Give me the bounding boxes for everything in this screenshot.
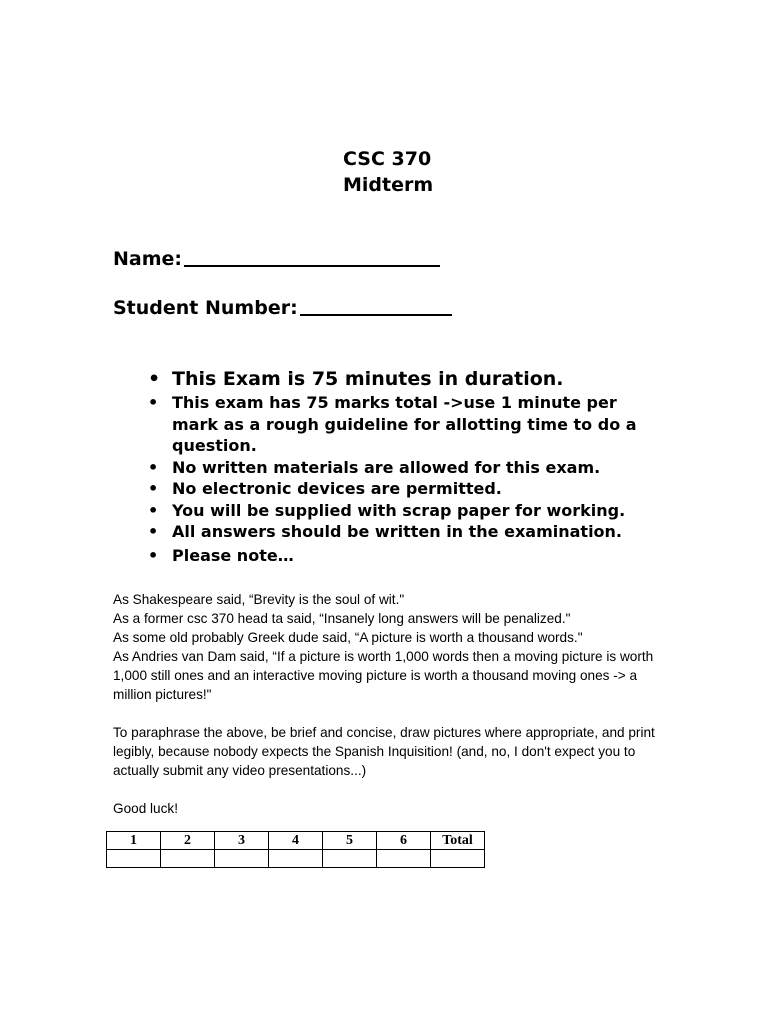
student-number-blank-line[interactable] <box>300 296 452 316</box>
score-header-q2: 2 <box>161 832 215 850</box>
rule-text: This exam has 75 marks total ->use 1 minute per mark as a rough guideline for allotting time to do a question. <box>172 393 637 455</box>
name-field <box>113 247 440 270</box>
score-header-q3: 3 <box>215 832 269 850</box>
rule-text: Please note… <box>172 545 294 565</box>
rule-item <box>142 457 662 479</box>
bullet-icon: • <box>148 393 159 412</box>
exam-type: Midterm <box>343 174 434 196</box>
rule-item <box>142 521 662 543</box>
score-header-total: Total <box>431 832 485 850</box>
score-cell-q4[interactable] <box>269 850 323 868</box>
rule-item <box>142 392 662 457</box>
rule-text: You will be supplied with scrap paper for working. <box>172 500 626 520</box>
score-cell-total[interactable] <box>431 850 485 868</box>
score-header-q6: 6 <box>377 832 431 850</box>
quote-shakespeare: As Shakespeare said, “Brevity is the soul of wit." <box>113 592 405 607</box>
score-cell-q3[interactable] <box>215 850 269 868</box>
exam-rules-list <box>142 366 662 566</box>
rule-text: No written materials are allowed for this exam. <box>172 457 601 477</box>
rule-text: No electronic devices are permitted. <box>172 479 502 498</box>
score-cell-q2[interactable] <box>161 850 215 868</box>
rule-item <box>142 500 662 522</box>
student-number-field <box>113 296 452 319</box>
course-code: CSC 370 <box>343 148 432 170</box>
exam-title-block <box>343 146 433 198</box>
rule-text: All answers should be written in the examination. <box>172 522 623 541</box>
score-header-q4: 4 <box>269 832 323 850</box>
quote-van-dam: As Andries van Dam said, “If a picture is worth 1,000 words then a moving picture is worth 1,000 still ones and an interactive moving picture is worth a thousand moving ones -> a million pictures!" <box>113 649 654 702</box>
bullet-icon: • <box>148 368 161 390</box>
good-luck-text: Good luck! <box>113 801 178 816</box>
bullet-icon: • <box>148 457 159 477</box>
quote-greek: As some old probably Greek dude said, “A picture is worth a thousand words." <box>113 630 583 645</box>
bullet-icon: • <box>148 545 159 565</box>
bullet-icon: • <box>148 500 159 520</box>
score-header-q1: 1 <box>107 832 161 850</box>
score-cell-q5[interactable] <box>323 850 377 868</box>
rule-item <box>142 366 662 392</box>
score-table <box>106 831 485 868</box>
bullet-icon: • <box>148 522 159 541</box>
score-table-value-row <box>107 850 485 868</box>
student-number-label: Student Number: <box>113 297 298 319</box>
name-blank-line[interactable] <box>184 247 440 267</box>
score-cell-q1[interactable] <box>107 850 161 868</box>
score-cell-q6[interactable] <box>377 850 431 868</box>
quote-head-ta: As a former csc 370 head ta said, “Insanely long answers will be penalized." <box>113 611 571 626</box>
exam-notes <box>113 590 673 818</box>
rule-item <box>142 545 662 567</box>
score-table-header-row <box>107 832 485 850</box>
paraphrase-paragraph: To paraphrase the above, be brief and concise, draw pictures where appropriate, and print legibly, because nobody expects the Spanish Inquisition! (and, no, I don't expect you to actually submit any video presentations...) <box>113 725 655 778</box>
rule-item <box>142 478 662 500</box>
name-label: Name: <box>113 248 183 270</box>
score-header-q5: 5 <box>323 832 377 850</box>
bullet-icon: • <box>148 479 159 498</box>
rule-text: This Exam is 75 minutes in duration. <box>172 368 564 390</box>
